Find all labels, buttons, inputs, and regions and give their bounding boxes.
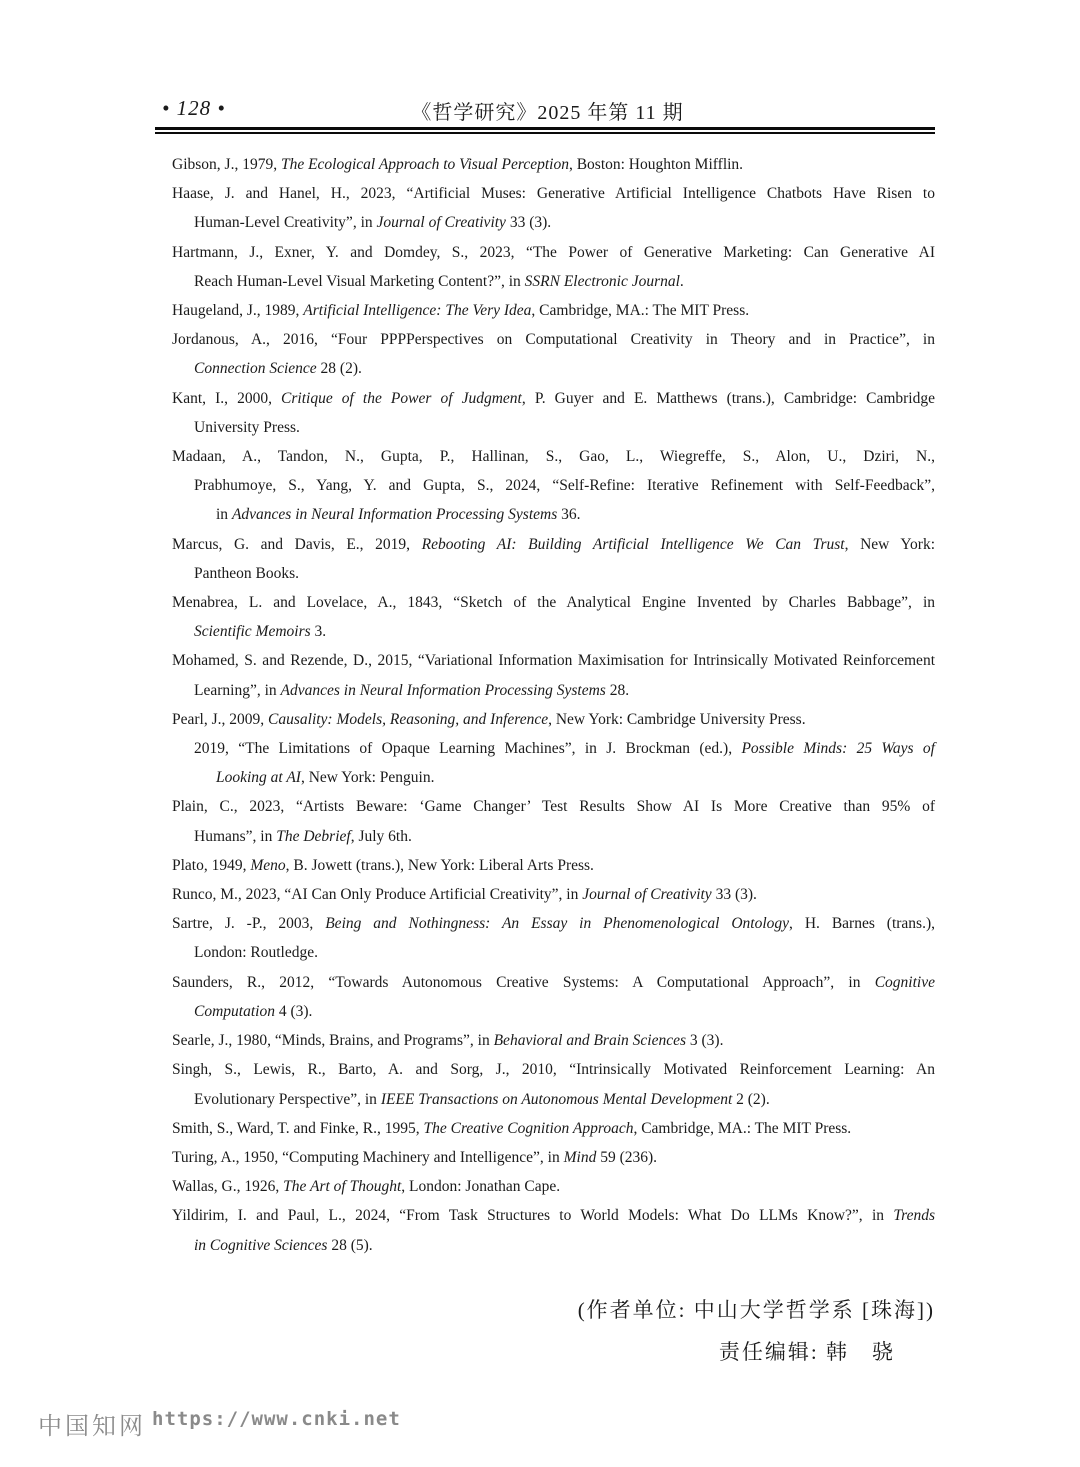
reference-line: Pearl, J., 2009, Causality: Models, Reasoning, and Inference, New York: Cambridge University Press. <box>172 710 806 728</box>
reference-line: Human-Level Creativity”, in Journal of Creativity 33 (3). <box>194 214 552 232</box>
header-rule-thick <box>155 127 935 130</box>
references-list <box>172 150 935 1260</box>
managing-editor-line: 责任编辑: 韩 骁 <box>718 1340 895 1364</box>
reference-line: University Press. <box>194 418 300 436</box>
reference-line: Kant, I., 2000, Critique of the Power of Judgment, P. Guyer and E. Matthews (trans.), Cambridge: Cambridge <box>172 389 935 407</box>
reference-line: Humans”, in The Debrief, July 6th. <box>194 827 412 845</box>
page-header <box>160 96 935 126</box>
cnki-watermark-name: 中国知网 <box>38 1414 146 1440</box>
reference-line: Gibson, J., 1979, The Ecological Approach to Visual Perception, Boston: Houghton Mifflin. <box>172 156 744 173</box>
reference-line: Turing, A., 1950, “Computing Machinery and Intelligence”, in Mind 59 (236). <box>172 1148 658 1166</box>
reference-line: Pantheon Books. <box>194 564 300 582</box>
reference-line: 2019, “The Limitations of Opaque Learning Machines”, in J. Brockman (ed.), Possible Minds: 25 Ways of <box>194 740 935 758</box>
reference-line: Computation 4 (3). <box>194 1002 313 1020</box>
reference-line: Scientific Memoirs 3. <box>194 623 327 641</box>
page-number: • 128 • <box>162 96 226 120</box>
reference-line: Searle, J., 1980, “Minds, Brains, and Programs”, in Behavioral and Brain Sciences 3 (3). <box>172 1032 724 1050</box>
cnki-watermark-url: https://www.cnki.net <box>152 1408 401 1430</box>
author-affiliation: (作者单位: 中山大学哲学系 [珠海]) <box>577 1298 935 1322</box>
reference-line: Plain, C., 2023, “Artists Beware: ‘Game Changer’ Test Results Show AI Is More Creative than 95% of <box>172 798 935 816</box>
journal-issue-title: 《哲学研究》2025 年第 11 期 <box>411 102 684 124</box>
reference-line: Looking at AI, New York: Penguin. <box>216 769 435 787</box>
reference-line: Plato, 1949, Meno, B. Jowett (trans.), New York: Liberal Arts Press. <box>172 856 594 874</box>
reference-line: in Cognitive Sciences 28 (5). <box>194 1236 373 1254</box>
reference-line: Runco, M., 2023, “AI Can Only Produce Artificial Creativity”, in Journal of Creativity 33 (3). <box>172 886 757 904</box>
reference-line: Yildirim, I. and Paul, L., 2024, “From Task Structures to World Models: What Do LLMs Know?”, in Trends <box>172 1207 935 1225</box>
reference-line: Wallas, G., 1926, The Art of Thought, London: Jonathan Cape. <box>172 1178 561 1196</box>
reference-line: London: Routledge. <box>194 944 318 962</box>
reference-line: Haase, J. and Hanel, H., 2023, “Artificial Muses: Generative Artificial Intelligence Chatbots Have Risen to <box>172 185 935 203</box>
reference-line: Connection Science 28 (2). <box>194 360 362 378</box>
reference-line: Saunders, R., 2012, “Towards Autonomous Creative Systems: A Computational Approach”, in Cognitive <box>172 973 935 991</box>
reference-line: in Advances in Neural Information Processing Systems 36. <box>216 506 581 524</box>
reference-line: Jordanous, A., 2016, “Four PPPPerspectives on Computational Creativity in Theory and in Practice”, in <box>172 331 935 349</box>
reference-line: Haugeland, J., 1989, Artificial Intelligence: The Very Idea, Cambridge, MA.: The MIT Press. <box>172 302 750 320</box>
reference-line: Prabhumoye, S., Yang, Y. and Gupta, S., 2024, “Self-Refine: Iterative Refinement with Self-Feedback”, <box>194 477 935 495</box>
reference-line: Evolutionary Perspective”, in IEEE Transactions on Autonomous Mental Development 2 (2). <box>194 1090 770 1108</box>
reference-line: Marcus, G. and Davis, E., 2019, Rebooting AI: Building Artificial Intelligence We Can Trust, New York: <box>172 535 935 553</box>
reference-line: Madaan, A., Tandon, N., Gupta, P., Hallinan, S., Gao, L., Wiegreffe, S., Alon, U., Dziri, N., <box>172 448 935 466</box>
reference-line: Smith, S., Ward, T. and Finke, R., 1995, The Creative Cognition Approach, Cambridge, MA.: The MIT Press. <box>172 1119 852 1137</box>
reference-line: Sartre, J. -P., 2003, Being and Nothingness: An Essay in Phenomenological Ontology, H. Barnes (trans.), <box>172 915 935 933</box>
reference-line: Menabrea, L. and Lovelace, A., 1843, “Sketch of the Analytical Engine Invented by Charles Babbage”, in <box>172 594 935 612</box>
reference-line: Learning”, in Advances in Neural Information Processing Systems 28. <box>194 681 630 699</box>
reference-line: Reach Human-Level Visual Marketing Content?”, in SSRN Electronic Journal. <box>194 272 684 290</box>
reference-line: Mohamed, S. and Rezende, D., 2015, “Variational Information Maximisation for Intrinsically Motivated Reinforcement <box>172 652 935 670</box>
reference-line: Singh, S., Lewis, R., Barto, A. and Sorg, J., 2010, “Intrinsically Motivated Reinforcement Learning: An <box>172 1061 935 1079</box>
reference-line: Hartmann, J., Exner, Y. and Domdey, S., 2023, “The Power of Generative Marketing: Can Generative AI <box>172 243 935 261</box>
header-rule-thin <box>155 132 935 134</box>
